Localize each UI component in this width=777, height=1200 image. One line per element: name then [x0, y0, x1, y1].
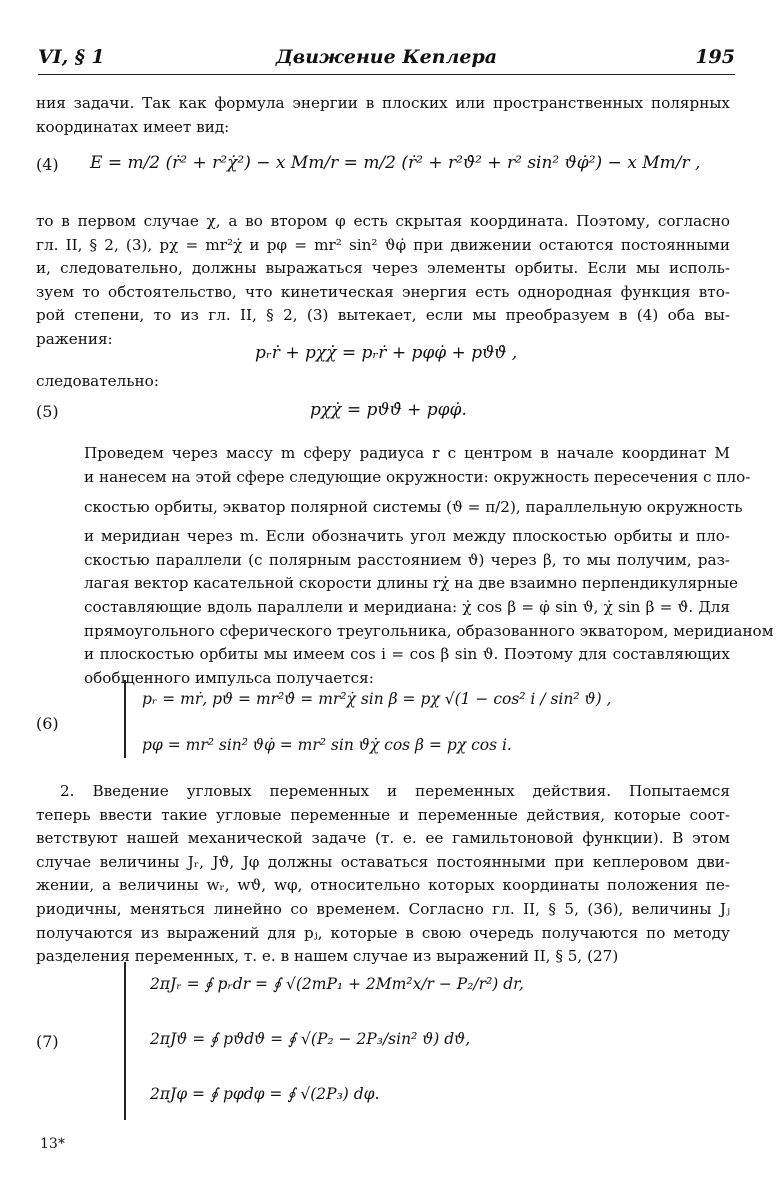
text-line: ветствуют нашей механической задаче (т. е. ее гамильтоновой функции). В этом — [36, 829, 730, 848]
text-line: и меридиан через m. Если обозначить угол между плоскостью орбиты и пло- — [84, 527, 730, 546]
text-line: получаются из выражений для pⱼ, которые в свою очередь получаются по методу — [36, 923, 730, 942]
running-header — [38, 44, 735, 75]
equation-4: E = m/2 (ṙ² + r²χ̇²) − x Mm/r = m/2 (ṙ² + r²ϑ̇² + r² sin² ϑφ̇²) − x Mm/r , — [90, 153, 701, 173]
text-line: и, следовательно, должны выражаться через элементы орбиты. Если мы исполь- — [36, 259, 730, 278]
text-line: обобщенного импульса получается: — [84, 668, 374, 687]
text-line: Проведем через массу m сферу радиуса r с центром в начале координат M — [84, 444, 730, 462]
signature-mark: 13* — [40, 1136, 65, 1152]
text-line: зуем то обстоятельство, что кинетическая энергия есть однородная функция вто- — [36, 282, 730, 301]
section-heading-line: 2. Введение угловых переменных и переменных действия. Попытаемся — [60, 782, 730, 800]
text-line: скостью параллели (с полярным расстоянием ϑ) через β, то мы получим, раз- — [84, 550, 730, 569]
chapter-title: Движение Кеплера — [275, 46, 498, 68]
paragraph-1 — [36, 92, 730, 139]
text-line: теперь ввести такие угловые переменные и переменные действия, которые соот- — [36, 805, 730, 824]
text-line: и нанесем на этой сфере следующие окружности: окружность пересечения с пло- — [84, 467, 751, 486]
left-brace — [124, 680, 126, 758]
text-line: ния задачи. Так как формула энергии в плоских или пространственных полярных — [36, 94, 730, 112]
page-number: 195 — [695, 46, 735, 68]
section-label: VI, § 1 — [38, 46, 105, 68]
text-line: скостью орбиты, экватор полярной системы (ϑ = π/2), параллельную окружность — [84, 498, 743, 517]
equation-6-line-2: pφ = mr² sin² ϑφ̇ = mr² sin ϑχ̇ cos β = pχ cos i. — [142, 736, 512, 754]
equation-number-7: (7) — [36, 1032, 59, 1051]
equation-5: pχχ̇ = pϑϑ̇ + pφφ̇. — [310, 400, 467, 420]
text-line: риодичны, меняться линейно со временем. Согласно гл. II, § 5, (36), величины Jⱼ — [36, 899, 730, 918]
text-line: координатах имеет вид: — [36, 117, 230, 136]
paragraph-4 — [36, 442, 774, 690]
text-line: разделения переменных, т. е. в нашем случае из выражений II, § 5, (27) — [36, 947, 619, 966]
equation-number-4: (4) — [36, 155, 59, 174]
equation-7-line-3: 2πJφ = ∮ pφdφ = ∮ √(2P₃) dφ. — [150, 1085, 380, 1103]
paragraph-5 — [36, 780, 730, 969]
text-line: прямоугольного сферического треугольника, образованного экватором, меридианом — [84, 621, 774, 640]
text-line: и плоскостью орбиты мы имеем cos i = cos β sin ϑ. Поэтому для составляющих — [84, 645, 730, 664]
text-line: рой степени, то из гл. II, § 2, (3) вытекает, если мы преобразуем в (4) оба вы- — [36, 306, 730, 325]
text-line: ражения: — [36, 329, 113, 348]
text-line: лагая вектор касательной скорости длины rχ̇ на две взаимно перпендикулярные — [84, 574, 738, 593]
left-brace — [124, 962, 126, 1120]
equation-7-line-2: 2πJϑ = ∮ pϑdϑ = ∮ √(P₂ − 2P₃/sin² ϑ) dϑ, — [150, 1030, 471, 1048]
equation-number-6: (6) — [36, 714, 59, 733]
text-line: следовательно: — [36, 372, 159, 390]
equation-kinetic: pᵣṙ + pχχ̇ = pᵣṙ + pφφ̇ + pϑϑ̇ , — [255, 343, 518, 363]
text-line: составляющие вдоль параллели и меридиана: χ̇ cos β = φ̇ sin ϑ, χ̇ sin β = ϑ̇. Для — [84, 597, 730, 616]
text-line: случае величины Jᵣ, Jϑ, Jφ должны оставаться постоянными при кеплеровом дви- — [36, 852, 730, 871]
paragraph-2 — [36, 210, 730, 352]
text-line: то в первом случае χ, а во втором φ есть скрытая координата. Поэтому, согласно — [36, 212, 730, 230]
equation-7-line-1: 2πJᵣ = ∮ pᵣdr = ∮ √(2mP₁ + 2Mm²x/r − P₂/r²) dr, — [150, 975, 524, 993]
text-line: гл. II, § 2, (3), pχ = mr²χ̇ и pφ = mr² sin² ϑφ̇ при движении остаются постоянными — [36, 235, 730, 254]
equation-number-5: (5) — [36, 402, 59, 421]
paragraph-3 — [36, 370, 730, 394]
text-line: жении, а величины wᵣ, wϑ, wφ, относительно которых координаты положения пе- — [36, 876, 730, 895]
equation-6-line-1: pᵣ = mṙ, pϑ = mr²ϑ̇ = mr²χ̇ sin β = pχ √(1 − cos² i / sin² ϑ) , — [142, 690, 612, 708]
